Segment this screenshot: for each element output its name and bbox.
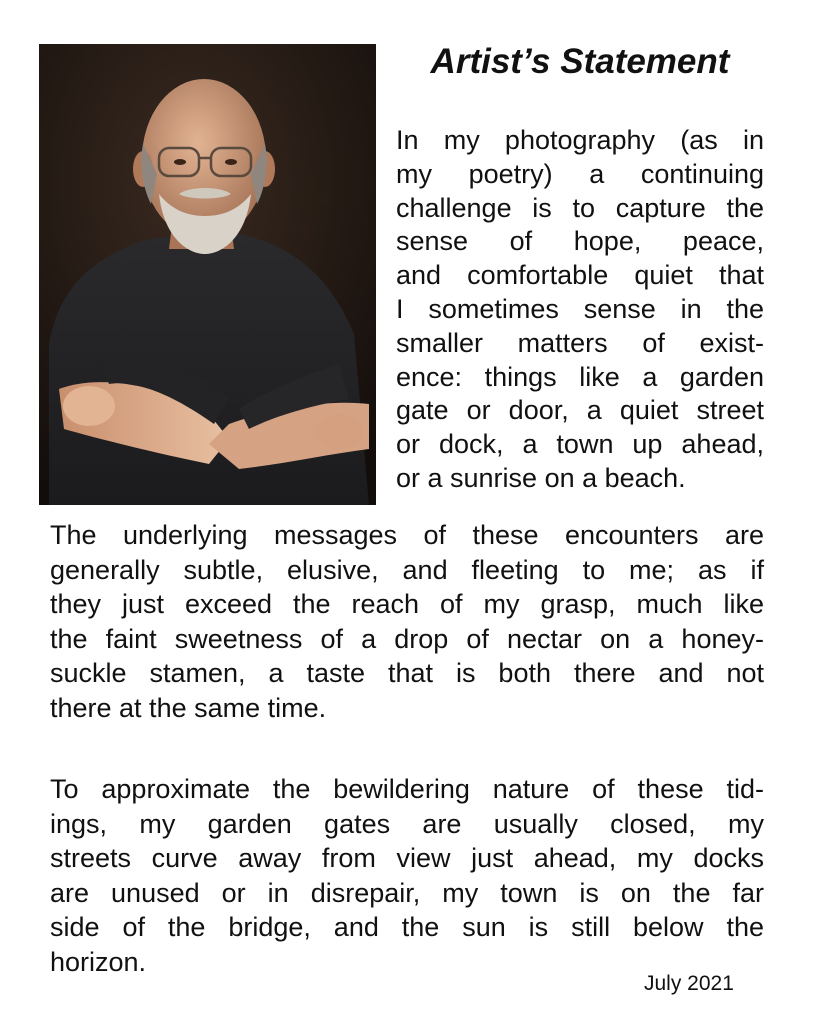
- text-line: sense of hope, peace,: [396, 226, 764, 257]
- text-line: gate or door, a quiet street: [396, 395, 764, 426]
- artist-portrait-photo: [39, 44, 376, 505]
- text-line: or a sunrise on a beach.: [396, 462, 686, 493]
- portrait-icon: [39, 44, 376, 505]
- text-line: the faint sweetness of a drop of nectar on a honey-: [50, 623, 764, 654]
- text-line: In my photography (as in: [396, 125, 764, 155]
- statement-paragraph-2: [50, 518, 764, 726]
- text-line: To approximate the bewildering nature of these tid-: [50, 774, 764, 804]
- text-line: suckle stamen, a taste that is both there and not: [50, 658, 764, 689]
- text-line: streets curve away from view just ahead, my docks: [50, 843, 764, 874]
- text-line: generally subtle, elusive, and fleeting to me; as if: [50, 554, 764, 585]
- text-line: or dock, a town up ahead,: [396, 429, 764, 460]
- text-line: I sometimes sense in the: [396, 293, 764, 324]
- text-line: are unused or in disrepair, my town is on the far: [50, 877, 764, 908]
- text-line: The underlying messages of these encounters are: [50, 520, 764, 550]
- text-line: horizon.: [50, 946, 147, 977]
- text-line: and comfortable quiet that: [396, 260, 764, 291]
- text-line: they just exceed the reach of my grasp, much like: [50, 589, 764, 620]
- statement-paragraph-1: [396, 124, 764, 496]
- text-line: there at the same time.: [50, 692, 327, 723]
- statement-date: July 2021: [644, 972, 734, 995]
- statement-paragraph-3: [50, 772, 764, 980]
- text-line: smaller matters of exist-: [396, 327, 764, 358]
- text-line: my poetry) a continuing: [396, 158, 764, 189]
- text-line: challenge is to capture the: [396, 192, 764, 223]
- text-line: ence: things like a garden: [396, 361, 764, 392]
- text-line: side of the bridge, and the sun is still below the: [50, 912, 764, 943]
- text-line: ings, my garden gates are usually closed, my: [50, 808, 764, 839]
- page-title: Artist’s Statement: [430, 42, 730, 81]
